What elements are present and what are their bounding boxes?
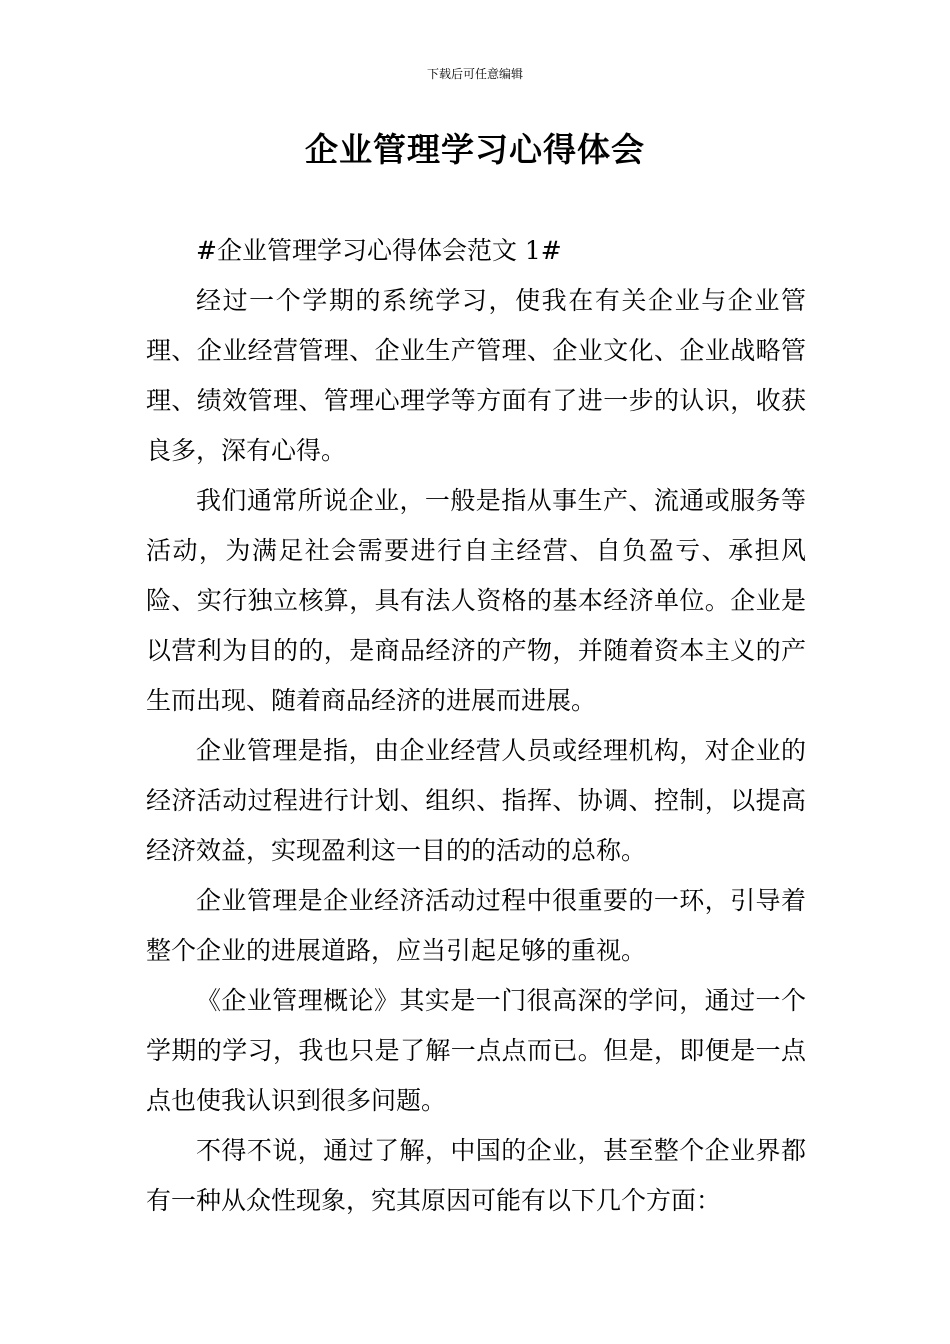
paragraph-5: 企业管理是企业经济活动过程中很重要的一环，引导着整个企业的进展道路，应当引起足够的重视。 bbox=[146, 886, 806, 965]
header-note: 下载后可任意编辑 bbox=[426, 67, 523, 81]
document-title: 企业管理学习心得体会 bbox=[305, 130, 645, 169]
document-body bbox=[146, 226, 806, 1226]
paragraph-7: 不得不说，通过了解，中国的企业，甚至整个企业界都有一种从众性现象，究其原因可能有以下几个方面： bbox=[146, 1136, 806, 1215]
paragraph-3: 我们通常所说企业，一般是指从事生产、流通或服务等活动，为满足社会需要进行自主经营、自负盈亏、承担风险、实行独立核算，具有法人资格的基本经济单位。企业是以营利为目的的，是商品经济的产物，并随着资本主义的产生而出现、随着商品经济的进展而进展。 bbox=[146, 486, 806, 715]
paragraph-1: #企业管理学习心得体会范文 1# bbox=[196, 236, 562, 265]
paragraph-2: 经过一个学期的系统学习，使我在有关企业与企业管理、企业经营管理、企业生产管理、企业文化、企业战略管理、绩效管理、管理心理学等方面有了进一步的认识，收获良多，深有心得。 bbox=[146, 286, 806, 465]
paragraph-6: 《企业管理概论》其实是一门很高深的学问，通过一个学期的学习，我也只是了解一点点而已。但是，即便是一点点也使我认识到很多问题。 bbox=[146, 986, 806, 1115]
paragraph-4: 企业管理是指，由企业经营人员或经理机构，对企业的经济活动过程进行计划、组织、指挥、协调、控制，以提高经济效益，实现盈利这一目的的活动的总称。 bbox=[146, 736, 806, 865]
